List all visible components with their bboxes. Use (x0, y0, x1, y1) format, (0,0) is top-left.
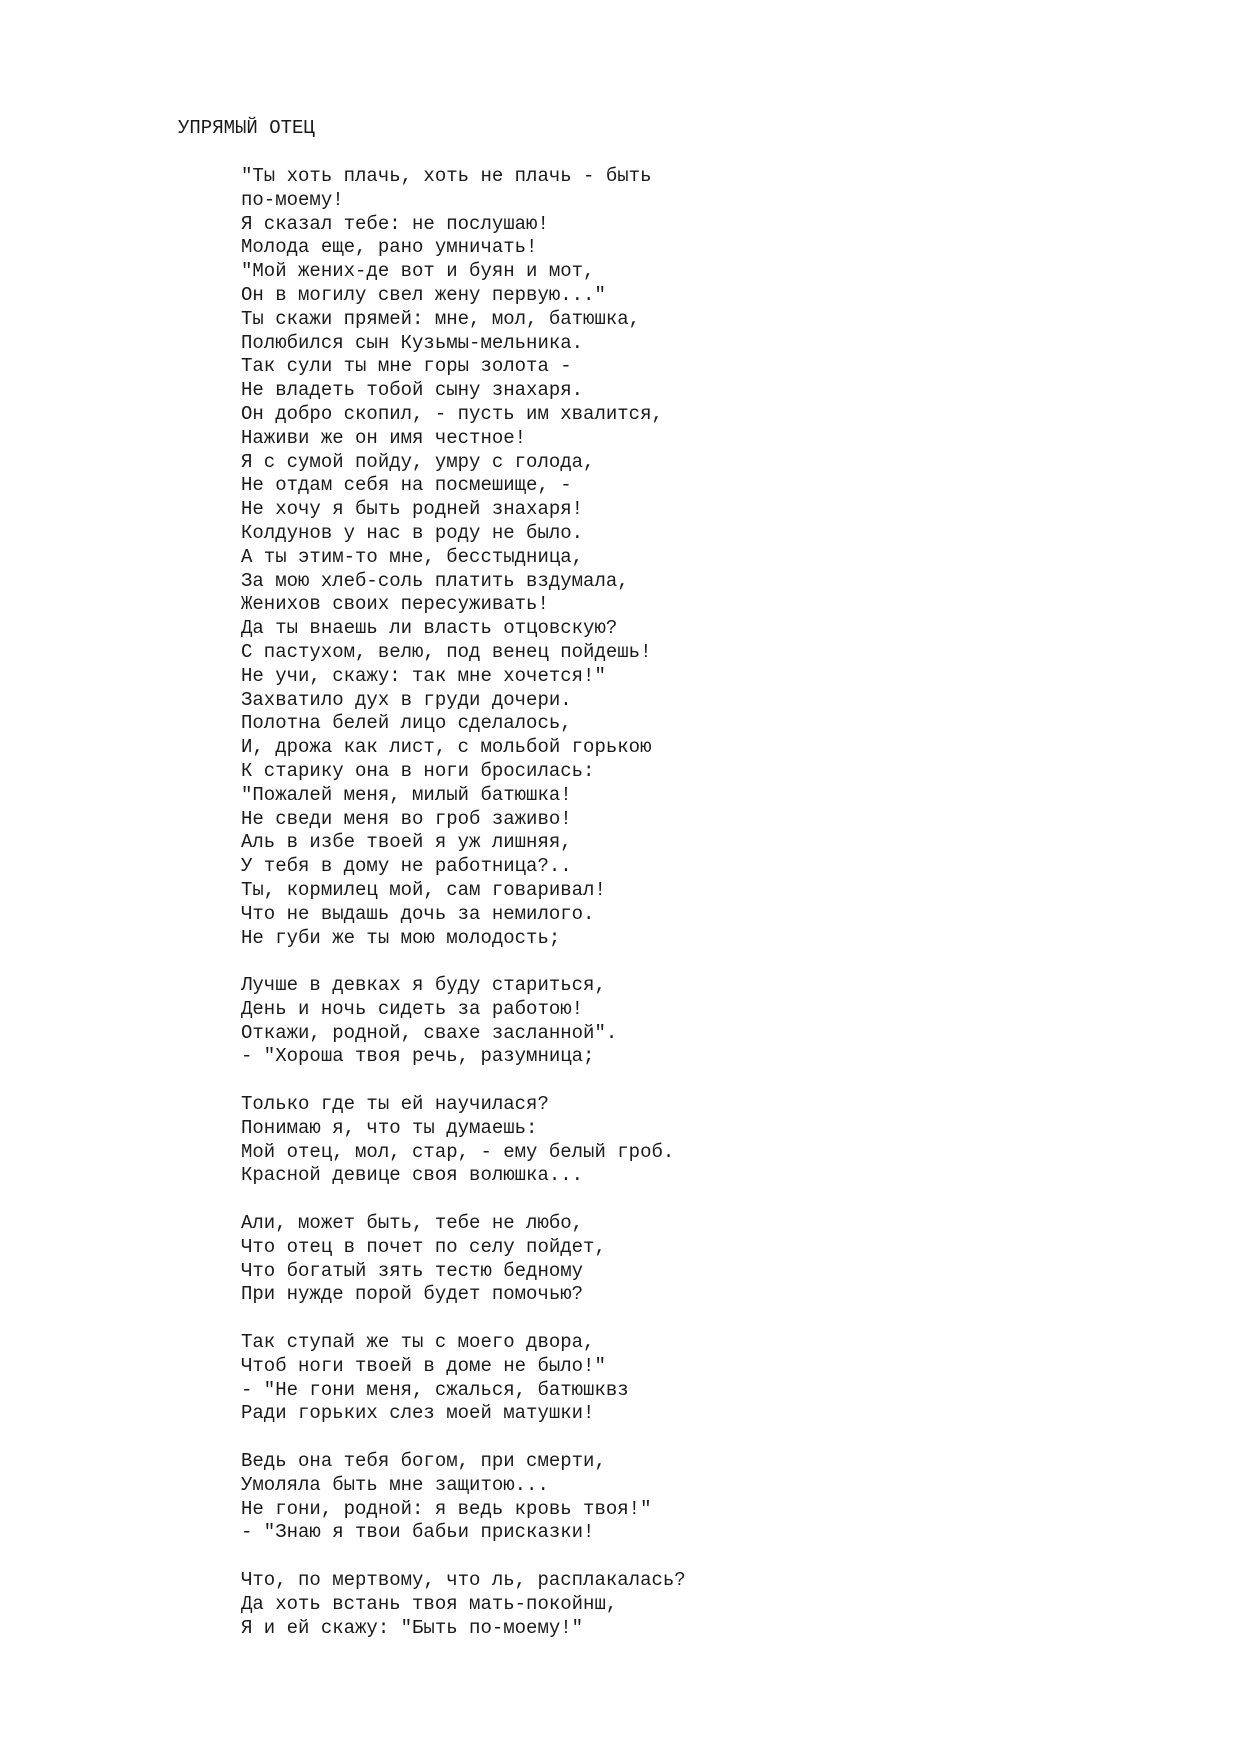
poem-line: Красной девице своя волюшка... (241, 1164, 584, 1187)
poem-line: Так ступай же ты с моего двора, (241, 1331, 595, 1354)
poem-line: Не губи же ты мою молодость; (241, 926, 561, 949)
poem-line: Ради горьких слез моей матушки! (241, 1402, 595, 1425)
poem-line: Мой отец, мол, стар, - ему белый гроб. (241, 1140, 675, 1163)
poem-line: Не отдам себя на посмешище, - (241, 474, 572, 497)
poem-line: Лучше в девках я буду стариться, (241, 974, 606, 997)
poem-line: Захватило дух в груди дочери. (241, 688, 572, 711)
poem-line: Полюбился сын Кузьмы-мельника. (241, 331, 584, 354)
poem-body (241, 165, 686, 1640)
stanza-break (241, 1426, 686, 1450)
poem-line: К старику она в ноги бросилась: (241, 759, 595, 782)
poem-line: Что, по мертвому, что ль, расплакалась? (241, 1569, 686, 1592)
poem-line: Да ты внаешь ли власть отцовскую? (241, 617, 618, 640)
poem-line: Я сказал тебе: не послушаю! (241, 212, 549, 235)
poem-line: Умоляла быть мне защитою... (241, 1473, 549, 1496)
poem-line: За мою хлеб-соль платить вздумала, (241, 569, 629, 592)
poem-line: Наживи же он имя честное! (241, 426, 527, 449)
poem-line: по-моему! (241, 188, 344, 211)
poem-line: Колдунов у нас в роду не было. (241, 521, 584, 544)
poem-line: Не гони, родной: я ведь кровь твоя!" (241, 1497, 652, 1520)
poem-line: - "Не гони меня, сжалься, батюшквз (241, 1378, 629, 1401)
poem-line: Я и ей скажу: "Быть по-моему!" (241, 1616, 584, 1639)
stanza-break (241, 1069, 686, 1093)
poem-line: Ты скажи прямей: мне, мол, батюшка, (241, 307, 641, 330)
poem-line: Он добро скопил, - пусть им хвалится, (241, 402, 663, 425)
poem-line: Не сведи меня во гроб заживо! (241, 807, 572, 830)
poem-line: Женихов своих пересуживать! (241, 593, 549, 616)
poem-line: Так сули ты мне горы золота - (241, 355, 572, 378)
poem-line: Ты, кормилец мой, сам говаривал! (241, 878, 606, 901)
poem-line: Не владеть тобой сыну знахаря. (241, 379, 584, 402)
poem-line: Не учи, скажу: так мне хочется!" (241, 664, 606, 687)
poem-line: Откажи, родной, свахе засланной". (241, 1021, 618, 1044)
poem-line: Он в могилу свел жену первую..." (241, 283, 606, 306)
poem-line: С пастухом, велю, под венец пойдешь! (241, 640, 652, 663)
stanza-break (241, 1188, 686, 1212)
poem-line: И, дрожа как лист, с мольбой горькою (241, 736, 652, 759)
poem-line: А ты этим-то мне, бесстыдница, (241, 545, 584, 568)
poem-line: Что отец в почет по селу пойдет, (241, 1235, 606, 1258)
poem-line: Я с сумой пойду, умру с голода, (241, 450, 595, 473)
poem-line: Что не выдашь дочь за немилого. (241, 902, 595, 925)
stanza-break (241, 1307, 686, 1331)
poem-line: При нужде порой будет помочью? (241, 1283, 584, 1306)
poem-line: Полотна белей лицо сделалось, (241, 712, 572, 735)
poem-line: Ведь она тебя богом, при смерти, (241, 1450, 606, 1473)
poem-line: "Ты хоть плачь, хоть не плачь - быть (241, 165, 652, 187)
poem-line: Али, может быть, тебе не любо, (241, 1212, 584, 1235)
stanza-break (241, 950, 686, 974)
poem-line: Аль в избе твоей я уж лишняя, (241, 831, 572, 854)
poem-line: Понимаю я, что ты думаешь: (241, 1116, 538, 1139)
poem-line: Что богатый зять тестю бедному (241, 1259, 584, 1282)
poem-title: УПРЯМЫЙ ОТЕЦ (178, 117, 315, 139)
poem-line: - "Знаю я твои бабьи присказки! (241, 1521, 595, 1544)
poem-line: "Мой жених-де вот и буян и мот, (241, 260, 595, 283)
stanza-break (241, 1545, 686, 1569)
poem-line: Молода еще, рано умничать! (241, 236, 538, 259)
poem-line: Чтоб ноги твоей в доме не было!" (241, 1354, 606, 1377)
poem-line: У тебя в дому не работница?.. (241, 855, 572, 878)
poem-line: Только где ты ей научилася? (241, 1093, 549, 1116)
poem-line: "Пожалей меня, милый батюшка! (241, 783, 572, 806)
poem-line: Да хоть встань твоя мать-покойнш, (241, 1592, 618, 1615)
poem-line: День и ночь сидеть за работою! (241, 997, 584, 1020)
poem-line: Не хочу я быть родней знахаря! (241, 498, 584, 521)
poem-line: - "Хороша твоя речь, разумница; (241, 1045, 595, 1068)
